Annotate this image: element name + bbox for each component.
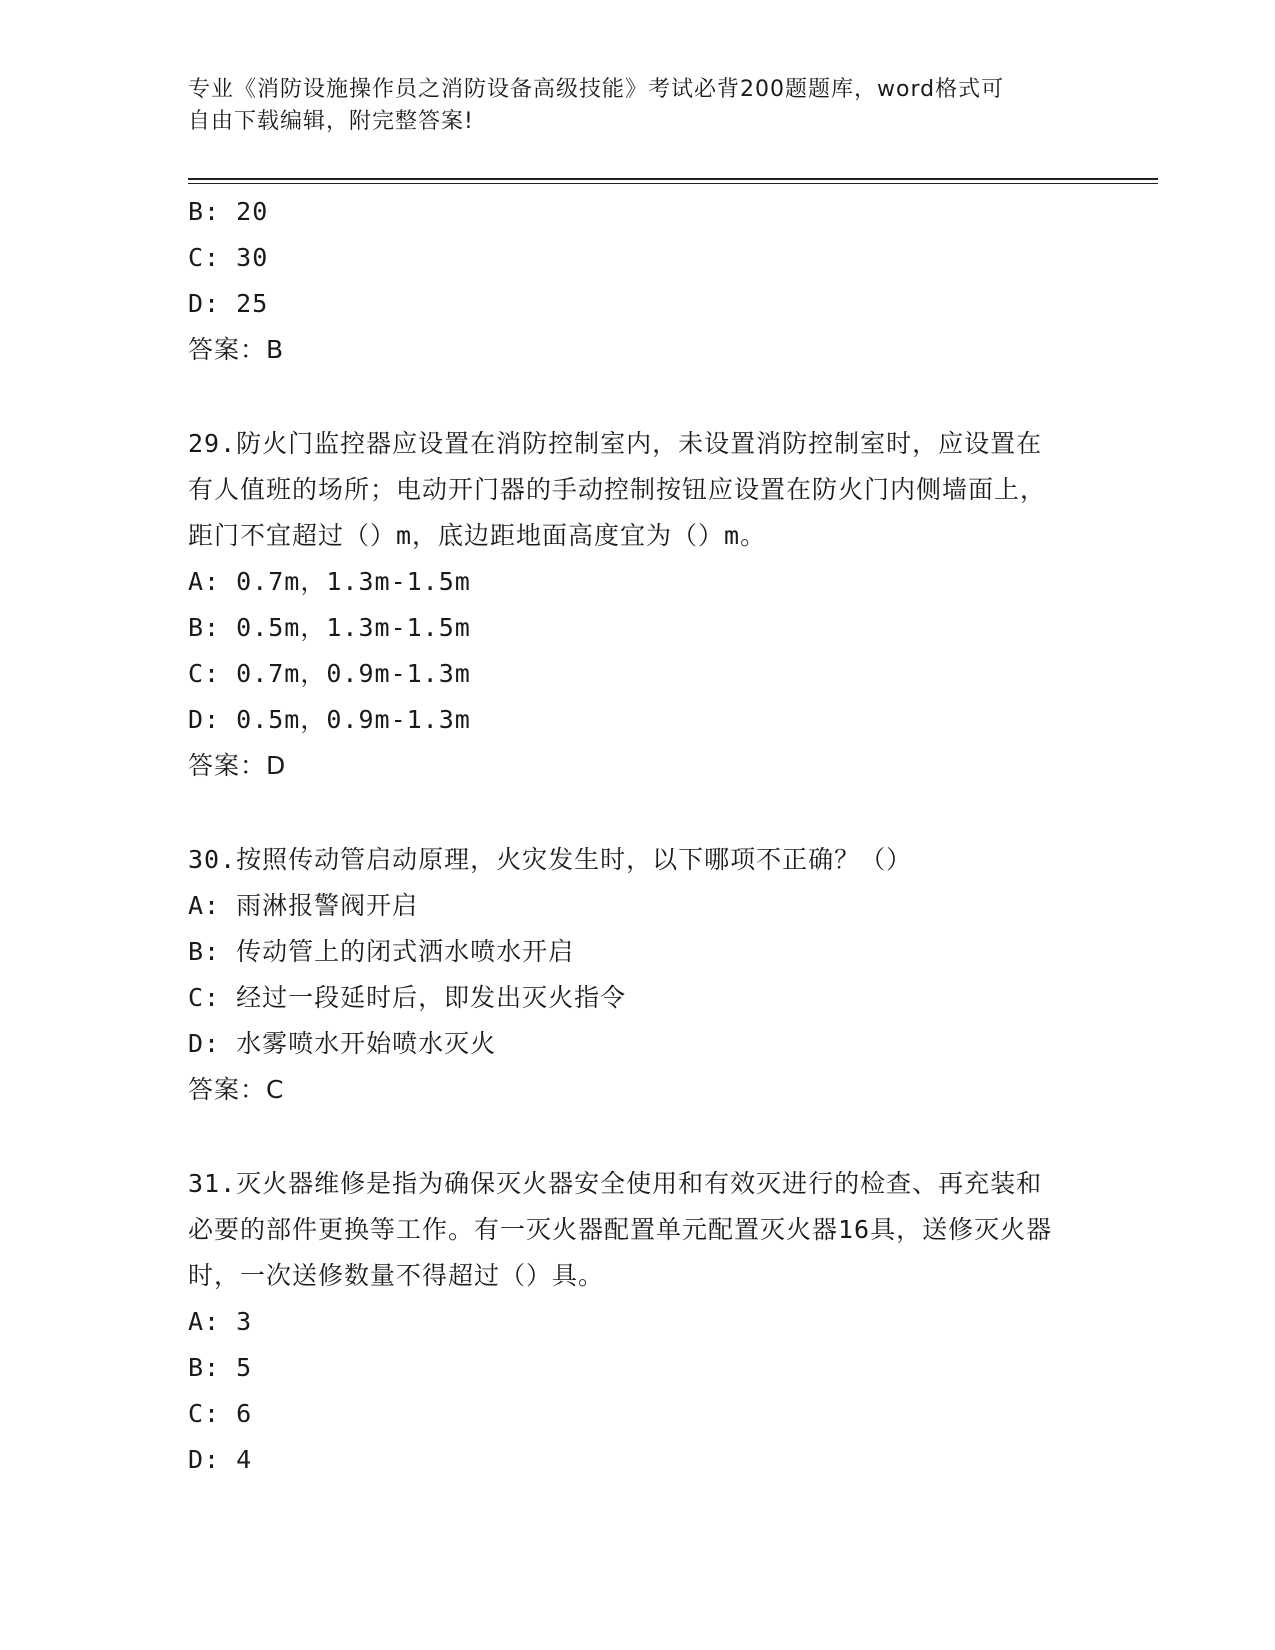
option-d: D: 4 xyxy=(188,1445,253,1474)
header-title-line2: 自由下载编辑，附完整答案! xyxy=(188,109,474,134)
question-spacer xyxy=(188,373,1088,421)
option-d: D: 水雾喷水开始喷水灭火 xyxy=(188,1029,497,1058)
option-c: C: 经过一段延时后，即发出灭火指令 xyxy=(188,983,627,1012)
question-31 xyxy=(188,1161,1088,1483)
question-29 xyxy=(188,421,1088,789)
option-c: C: 0.7m，0.9m-1.3m xyxy=(188,659,471,688)
header-rule-thick xyxy=(188,178,1158,180)
option-c: C: 30 xyxy=(188,243,269,272)
option-b: B: 5 xyxy=(188,1353,253,1382)
option-b: B: 0.5m，1.3m-1.5m xyxy=(188,613,471,642)
option-c: C: 6 xyxy=(188,1399,253,1428)
answer-label: 答案：C xyxy=(188,1075,285,1104)
answer-label: 答案：D xyxy=(188,751,287,780)
header-rule-thin xyxy=(188,183,1158,184)
question-stem: 29.防火门监控器应设置在消防控制室内，未设置消防控制室时，应设置在有人值班的场所；电动开门器的手动控制按钮应设置在防火门内侧墙面上，距门不宜超过（）m，底边距地面高度宜为（）m。 xyxy=(188,429,1047,550)
document-header xyxy=(188,74,1088,138)
question-stem: 31.灭火器维修是指为确保灭火器安全使用和有效灭进行的检查、再充装和必要的部件更换等工作。有一灭火器配置单元配置灭火器16具，送修灭火器时，一次送修数量不得超过（）具。 xyxy=(188,1169,1053,1290)
option-a: A: 雨淋报警阀开启 xyxy=(188,891,419,920)
option-a: A: 0.7m，1.3m-1.5m xyxy=(188,567,471,596)
question-28-tail xyxy=(188,189,1088,373)
question-spacer xyxy=(188,1113,1088,1161)
option-a: A: 3 xyxy=(188,1307,253,1336)
answer-label: 答案：B xyxy=(188,335,285,364)
option-b: B: 传动管上的闭式洒水喷水开启 xyxy=(188,937,575,966)
question-stem: 30.按照传动管启动原理，火灾发生时，以下哪项不正确？（） xyxy=(188,845,913,874)
question-spacer xyxy=(188,789,1088,837)
option-d: D: 25 xyxy=(188,289,269,318)
header-title-line1: 专业《消防设施操作员之消防设备高级技能》考试必背200题题库，word格式可 xyxy=(188,77,1005,102)
question-list xyxy=(188,189,1088,1483)
question-30 xyxy=(188,837,1088,1113)
option-b: B: 20 xyxy=(188,197,269,226)
option-d: D: 0.5m，0.9m-1.3m xyxy=(188,705,471,734)
